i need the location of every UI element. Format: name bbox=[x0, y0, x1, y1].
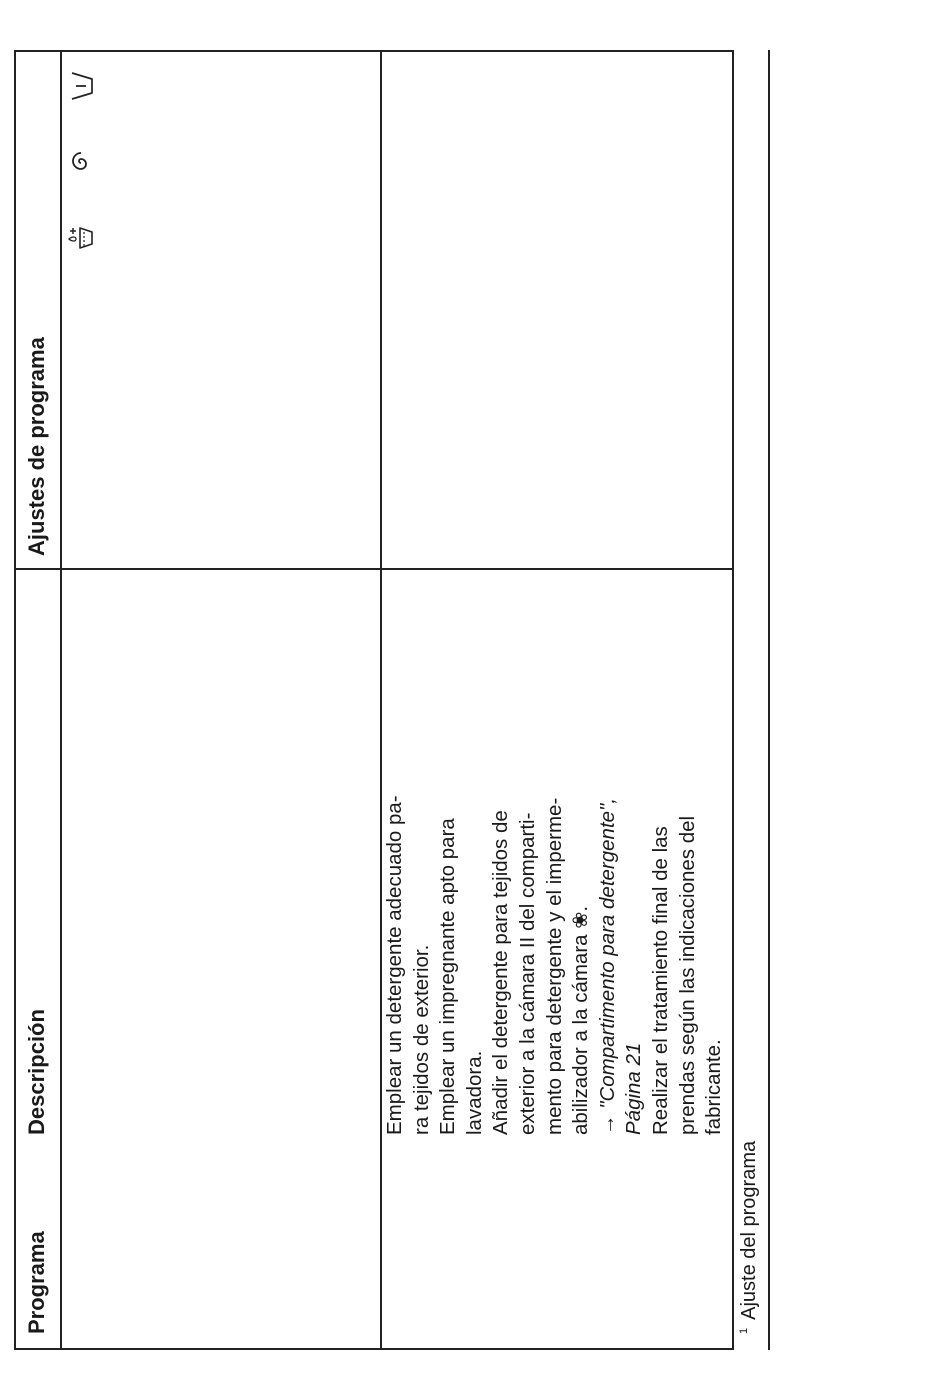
cross-reference-link[interactable]: → "Compartimento para detergente", bbox=[595, 797, 619, 1135]
spin-icon bbox=[66, 146, 96, 176]
table-top-border bbox=[14, 50, 16, 1350]
treatment-line: prendas según las indicaciones del bbox=[675, 815, 699, 1135]
footnote bbox=[738, 1141, 761, 1334]
description-cell bbox=[382, 575, 728, 1135]
page-bottom-rule bbox=[768, 50, 770, 1350]
column-divider bbox=[14, 569, 734, 571]
rinse-hold-icon bbox=[62, 68, 98, 104]
cross-reference-page: Página 21 bbox=[622, 1042, 646, 1135]
description-line: mento para detergente y el imperme- bbox=[542, 797, 566, 1135]
treatment-line: fabricante. bbox=[702, 1039, 726, 1135]
header-row-divider bbox=[60, 50, 62, 1350]
header-ajustes: Ajustes de programa bbox=[24, 337, 49, 556]
table-right-border bbox=[14, 50, 734, 52]
treatment-line: Realizar el tratamiento final de las bbox=[648, 826, 672, 1135]
footnote-text: Ajuste del programa bbox=[738, 1140, 760, 1320]
description-line: abilizador a la cámara ❀. bbox=[569, 905, 593, 1135]
description-line: ra tejidos de exterior. bbox=[409, 944, 433, 1135]
table-bottom-border bbox=[732, 50, 734, 1350]
description-line: lavadora. bbox=[462, 1050, 486, 1135]
footnote-marker: 1 bbox=[738, 1327, 750, 1334]
description-line: Emplear un detergente adecuado pa- bbox=[383, 795, 406, 1135]
extra-rinse-icon bbox=[64, 222, 96, 254]
header-descripcion: Descripción bbox=[24, 1009, 49, 1135]
description-line: exterior a la cámara II del comparti- bbox=[515, 812, 539, 1135]
description-line: Añadir el detergente para tejidos de bbox=[489, 810, 513, 1135]
table-left-border bbox=[14, 1348, 734, 1350]
description-line: Emplear un impregnante apto para bbox=[436, 818, 460, 1135]
header-programa: Programa bbox=[24, 1231, 49, 1334]
